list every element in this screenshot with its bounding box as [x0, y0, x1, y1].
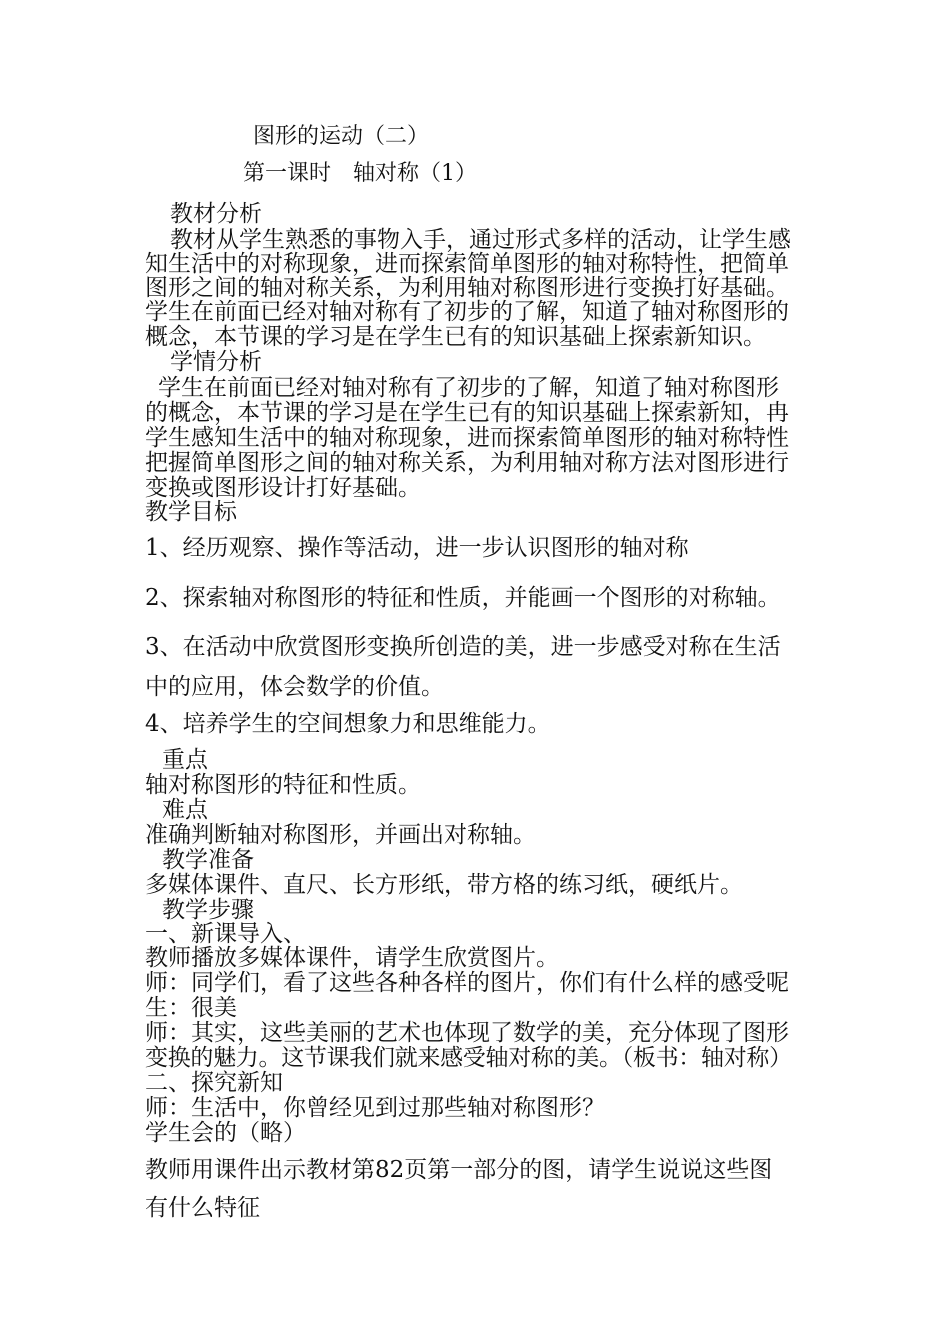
- prep-heading: 教学准备: [162, 847, 254, 873]
- steps-line: 学生会的（略）: [145, 1120, 306, 1146]
- material-line: 教材从学生熟悉的事物入手，通过形式多样的活动，让学生感: [170, 227, 791, 253]
- goal-item: 3、在活动中欣赏图形变换所创造的美，进一步感受对称在生活: [145, 634, 781, 660]
- key-text: 轴对称图形的特征和性质。: [145, 772, 421, 798]
- student-line: 学生感知生活中的轴对称现象，进而探索简单图形的轴对称特性: [145, 425, 789, 451]
- steps-line: 教师播放多媒体课件，请学生欣赏图片。: [145, 945, 559, 971]
- goals-heading: 教学目标: [145, 499, 237, 525]
- student-line: 把握简单图形之间的轴对称关系，为利用轴对称方法对图形进行: [145, 450, 789, 476]
- goal-item: 2、探索轴对称图形的特征和性质，并能画一个图形的对称轴。: [145, 585, 781, 611]
- material-line: 学生在前面已经对轴对称有了初步的了解，知道了轴对称图形的: [145, 299, 789, 325]
- material-line: 知生活中的对称现象，进而探索简单图形的轴对称特性，把简单: [145, 251, 789, 277]
- steps-line: 生：很美: [145, 995, 237, 1021]
- material-line: 图形之间的轴对称关系，为利用轴对称图形进行变换打好基础。: [145, 275, 789, 301]
- lesson-subtitle: 第一课时 轴对称（1）: [243, 161, 477, 186]
- student-line: 学生在前面已经对轴对称有了初步的了解，知道了轴对称图形: [158, 375, 779, 401]
- material-heading: 教材分析: [170, 201, 262, 227]
- student-line: 的概念，本节课的学习是在学生已有的知识基础上探索新知，冉: [145, 400, 789, 426]
- steps-line: 有什么特征: [145, 1195, 260, 1221]
- difficulty-text: 准确判断轴对称图形，并画出对称轴。: [145, 822, 536, 848]
- steps-line: 教师用课件出示教材第82页第一部分的图，请学生说说这些图: [145, 1157, 773, 1183]
- difficulty-heading: 难点: [162, 797, 208, 823]
- steps-line: 师：生活中，你曾经见到过那些轴对称图形？: [145, 1095, 605, 1121]
- steps-line: 一、新课导入、: [145, 921, 306, 947]
- steps-line: 师：同学们，看了这些各种各样的图片，你们有什么样的感受呢: [145, 970, 789, 996]
- steps-line: 师：其实，这些美丽的艺术也体现了数学的美，充分体现了图形: [145, 1020, 789, 1046]
- goal-item: 中的应用，体会数学的价值。: [145, 674, 444, 700]
- steps-heading: 教学步骤: [162, 897, 254, 923]
- prep-text: 多媒体课件、直尺、长方形纸，带方格的练习纸，硬纸片。: [145, 872, 743, 898]
- goal-item: 4、培养学生的空间想象力和思维能力。: [145, 711, 551, 737]
- goal-item: 1、经历观察、操作等活动，进一步认识图形的轴对称: [145, 535, 689, 561]
- material-line: 概念，本节课的学习是在学生已有的知识基础上探索新知识。: [145, 324, 766, 350]
- steps-line: 变换的魅力。这节课我们就来感受轴对称的美。（板书：轴对称）: [145, 1045, 792, 1071]
- key-heading: 重点: [162, 747, 208, 773]
- document-title: 图形的运动（二）: [253, 124, 430, 149]
- steps-line: 二、探究新知: [145, 1070, 283, 1096]
- student-line: 变换或图形设计打好基础。: [145, 475, 421, 501]
- student-heading: 学情分析: [170, 349, 262, 375]
